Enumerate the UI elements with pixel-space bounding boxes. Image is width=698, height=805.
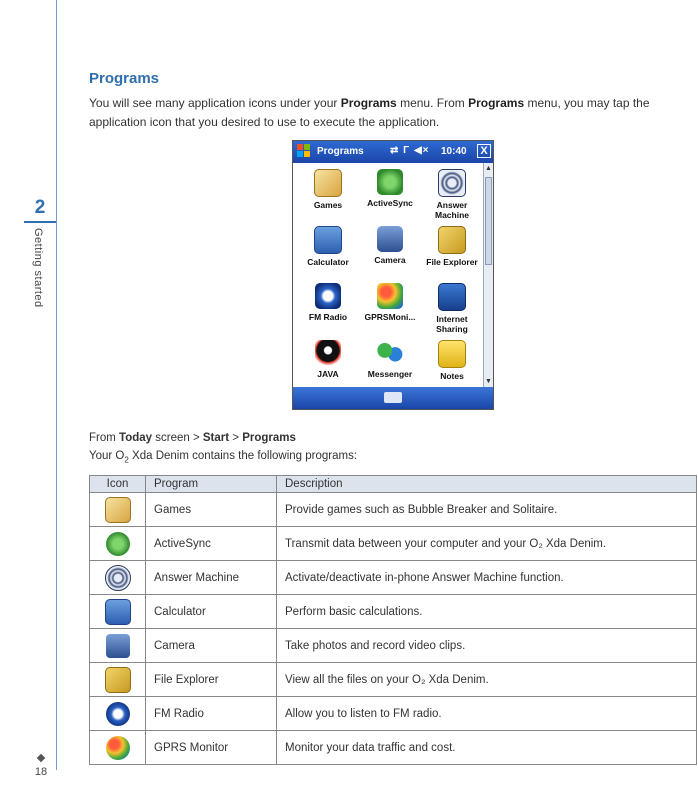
app-internet-sharing[interactable]	[421, 283, 483, 334]
table-row	[90, 527, 697, 561]
program-name: Games	[146, 493, 277, 527]
gprs-monitor-icon	[106, 736, 130, 760]
app-label: FM Radio	[308, 312, 348, 322]
program-name: File Explorer	[146, 663, 277, 697]
chapter-underline	[24, 221, 56, 223]
app-label: File Explorer	[426, 257, 478, 267]
program-description: Take photos and record video clips.	[277, 629, 697, 663]
app-activesync[interactable]	[359, 169, 421, 208]
chapter-label: Getting started	[32, 228, 44, 308]
icon-cell	[90, 697, 146, 731]
table-row	[90, 595, 697, 629]
icon-cell	[90, 731, 146, 765]
app-calculator[interactable]	[297, 226, 359, 267]
program-name: FM Radio	[146, 697, 277, 731]
table-row	[90, 493, 697, 527]
fm-radio-icon	[315, 283, 341, 309]
games-icon	[105, 497, 131, 523]
table-row	[90, 561, 697, 595]
app-games[interactable]	[297, 169, 359, 210]
scrollbar-thumb[interactable]	[485, 177, 492, 265]
app-messenger[interactable]	[359, 340, 421, 379]
program-description: View all the files on your O₂ Xda Denim.	[277, 663, 697, 697]
phone-scrollbar[interactable]	[483, 163, 493, 387]
program-name: Answer Machine	[146, 561, 277, 595]
file-explorer-icon	[438, 226, 466, 254]
app-label: Answer Machine	[434, 200, 469, 220]
app-answer-machine[interactable]	[421, 169, 483, 220]
phone-clock: 10:40	[441, 146, 467, 157]
header-description: Description	[277, 476, 697, 493]
programs-table	[89, 475, 697, 765]
answer-machine-icon	[105, 565, 131, 591]
app-label: Calculator	[307, 257, 349, 267]
chapter-number: 2	[34, 197, 46, 218]
table-row	[90, 697, 697, 731]
icon-cell	[90, 629, 146, 663]
programs-screenshot	[292, 140, 494, 410]
table-row	[90, 731, 697, 765]
program-name: ActiveSync	[146, 527, 277, 561]
sidebar-rule	[56, 0, 57, 770]
phone-menu-bar	[293, 387, 493, 409]
java-icon	[315, 340, 341, 366]
program-name: Camera	[146, 629, 277, 663]
calculator-icon	[105, 599, 131, 625]
icon-cell	[90, 595, 146, 629]
icon-cell	[90, 527, 146, 561]
activesync-icon	[106, 532, 130, 556]
icon-cell	[90, 493, 146, 527]
program-description: Allow you to listen to FM radio.	[277, 697, 697, 731]
phone-title: Programs	[317, 146, 364, 157]
close-button[interactable]: X	[477, 144, 491, 158]
fm-radio-icon	[106, 702, 130, 726]
app-label: ActiveSync	[367, 198, 413, 208]
icon-cell	[90, 663, 146, 697]
app-label: Notes	[440, 371, 464, 381]
app-label: Internet Sharing	[436, 314, 468, 334]
header-program: Program	[146, 476, 277, 493]
app-java[interactable]	[297, 340, 359, 379]
messenger-icon	[377, 340, 403, 366]
program-description: Transmit data between your computer and your O₂ Xda Denim.	[277, 527, 697, 561]
gprs-monitor-icon	[377, 283, 403, 309]
app-fm-radio[interactable]	[297, 283, 359, 322]
file-explorer-icon	[105, 667, 131, 693]
intro-paragraph: You will see many application icons under your Programs menu. From Programs menu, you may tap the application icon that you desired to use to execute the application.	[89, 96, 650, 129]
phone-status-icons: ⇄ Γ ◀×	[390, 145, 430, 156]
app-label: GPRSMoni...	[364, 312, 416, 322]
page-number: 18	[34, 766, 48, 778]
program-name: Calculator	[146, 595, 277, 629]
calculator-icon	[314, 226, 342, 254]
app-label: Messenger	[367, 369, 413, 379]
phone-title-bar	[293, 141, 493, 163]
icon-cell	[90, 561, 146, 595]
app-file-explorer[interactable]	[421, 226, 483, 267]
program-description: Provide games such as Bubble Breaker and Solitaire.	[277, 493, 697, 527]
section-heading: Programs	[89, 70, 160, 87]
answer-machine-icon	[438, 169, 466, 197]
program-description: Perform basic calculations.	[277, 595, 697, 629]
camera-icon	[106, 634, 130, 658]
navigation-path: From Today screen > Start > Programs	[89, 432, 296, 444]
notes-icon	[438, 340, 466, 368]
activesync-icon	[377, 169, 403, 195]
scroll-down-icon[interactable]: ▼	[485, 378, 492, 385]
camera-icon	[377, 226, 403, 252]
app-label: JAVA	[317, 369, 339, 379]
app-camera[interactable]	[359, 226, 421, 265]
table-row	[90, 663, 697, 697]
app-notes[interactable]	[421, 340, 483, 381]
app-label: Camera	[374, 255, 406, 265]
program-description: Activate/deactivate in-phone Answer Machine function.	[277, 561, 697, 595]
app-label: Games	[313, 200, 343, 210]
program-description: Monitor your data traffic and cost.	[277, 731, 697, 765]
page-marker-icon	[37, 754, 45, 762]
header-icon: Icon	[90, 476, 146, 493]
windows-start-icon[interactable]	[297, 144, 312, 159]
contains-text: Your $O_2$ Xda Denim contains the following programs:	[89, 450, 358, 465]
table-header-row	[90, 476, 697, 493]
table-row	[90, 629, 697, 663]
app-gprs-monitor[interactable]	[359, 283, 421, 322]
keyboard-icon[interactable]	[384, 392, 402, 403]
scroll-up-icon[interactable]: ▲	[485, 165, 492, 172]
program-name: GPRS Monitor	[146, 731, 277, 765]
internet-sharing-icon	[438, 283, 466, 311]
games-icon	[314, 169, 342, 197]
